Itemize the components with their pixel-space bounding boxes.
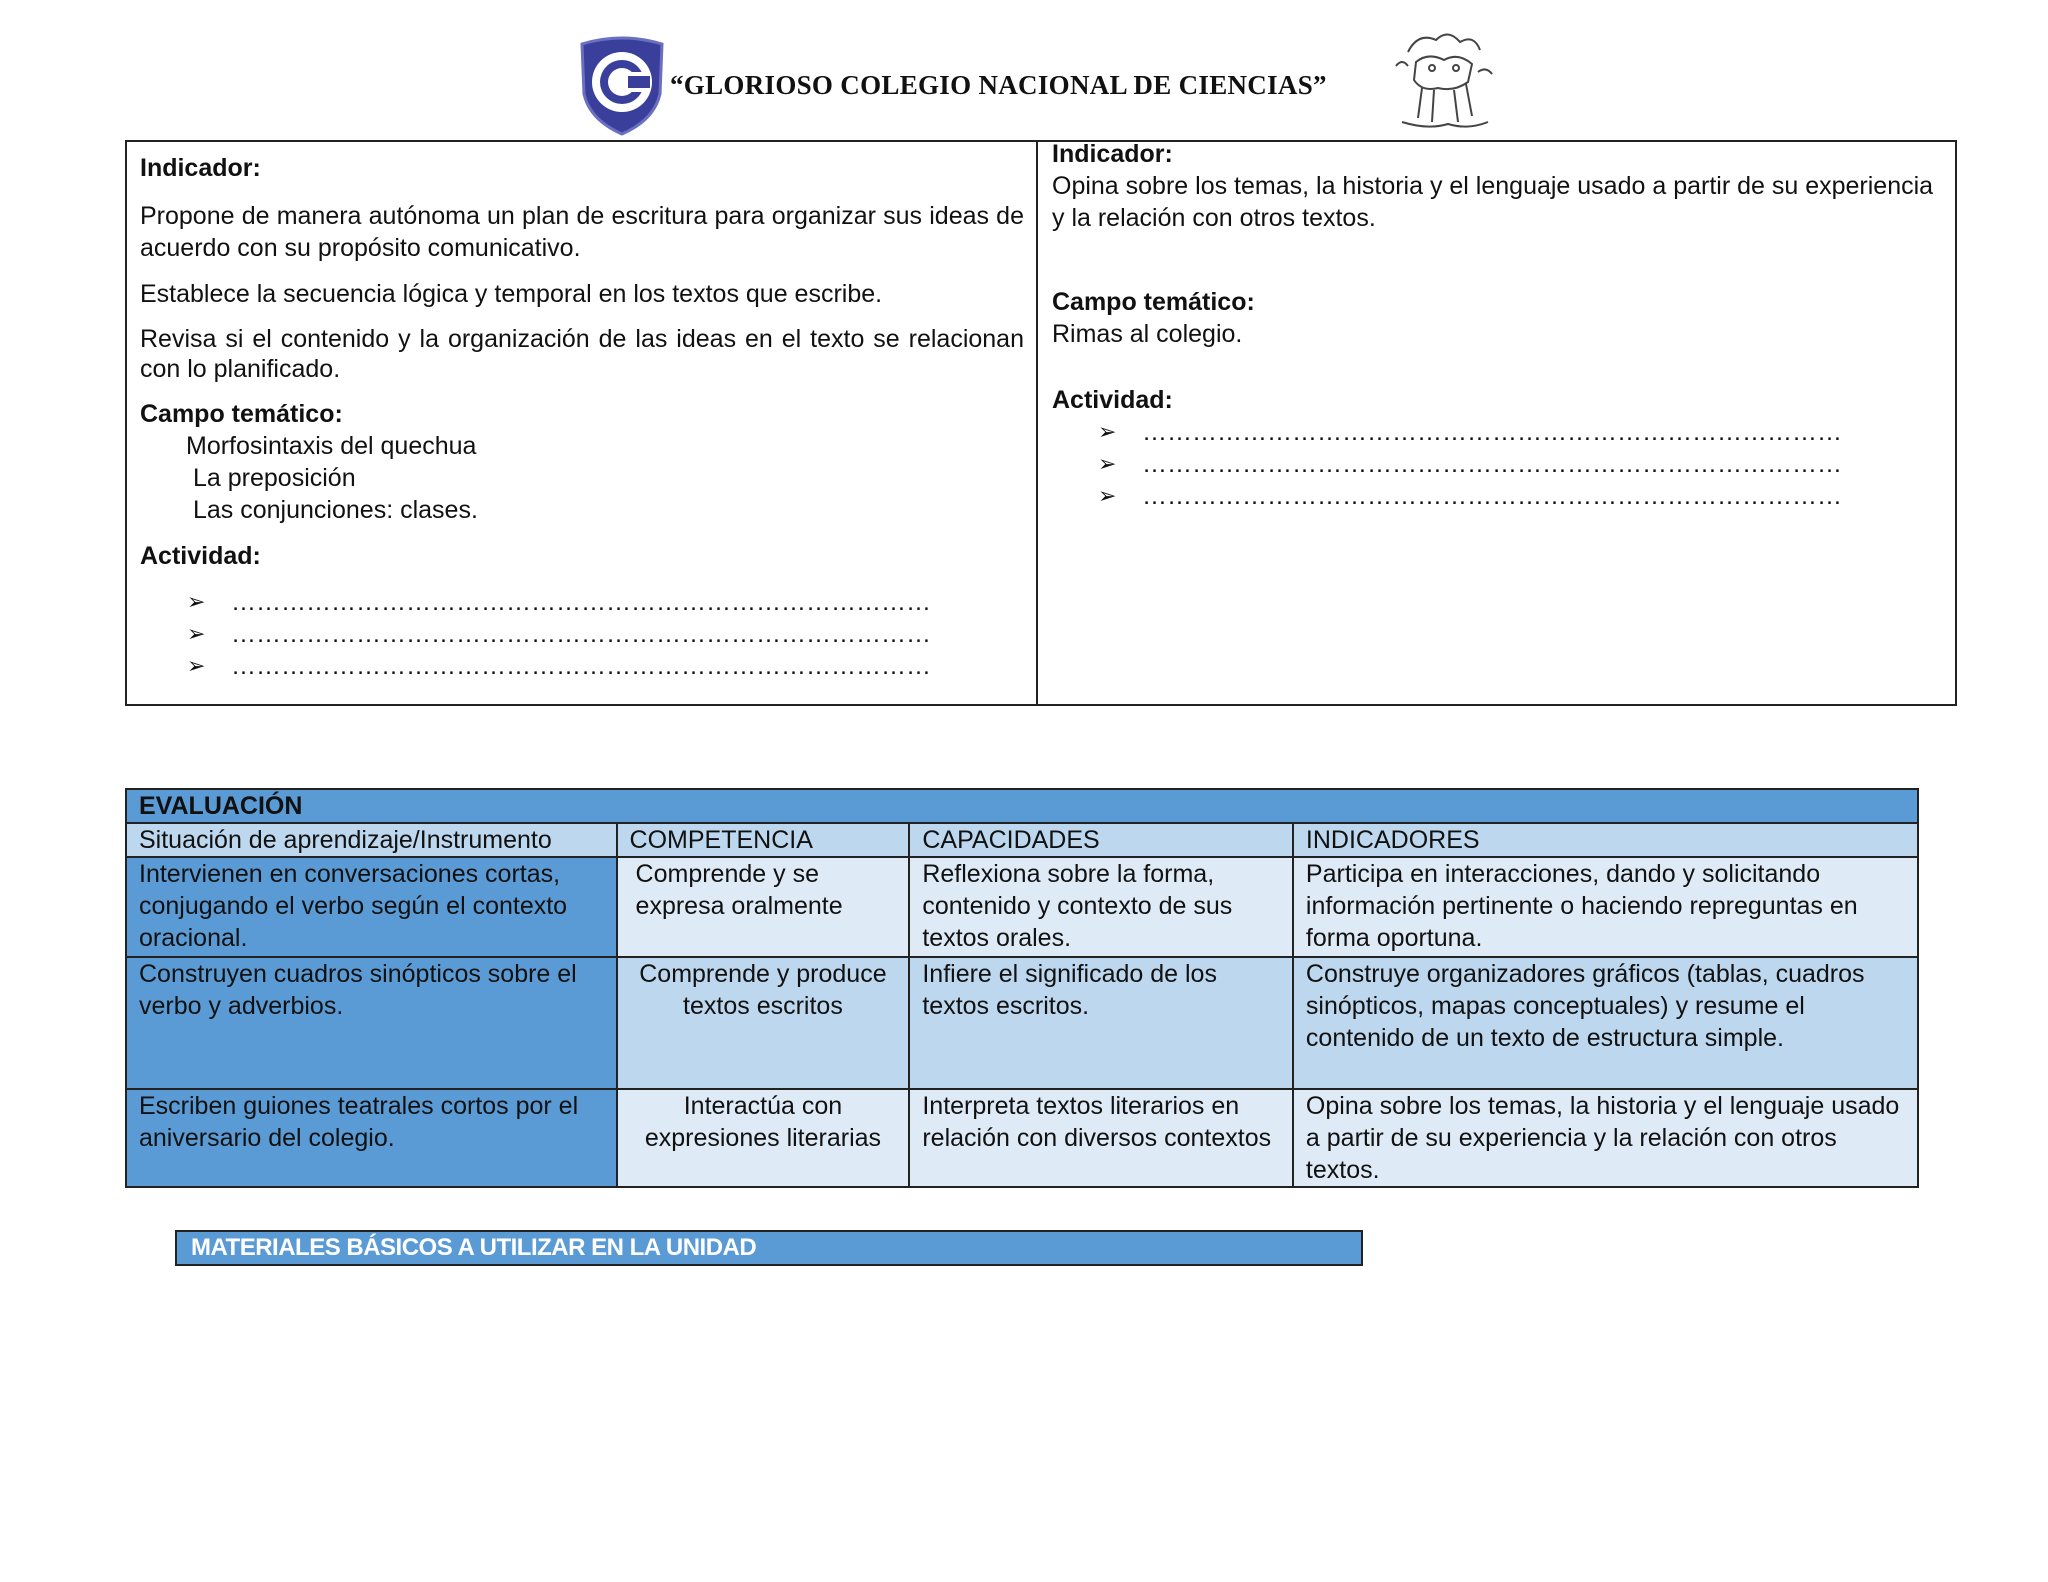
table-cell: Comprende y produce textos escritos [617, 957, 910, 1089]
column-header: INDICADORES [1293, 823, 1918, 857]
blank-line: ………………………………………………………………………… [1142, 482, 1842, 510]
column-header: CAPACIDADES [909, 823, 1293, 857]
table-cell: Participa en interacciones, dando y solicitando información pertinente o haciendo repreguntas en forma oportuna. [1293, 857, 1918, 957]
arrow-bullet-icon: ➢ [187, 589, 206, 614]
campo-item: La preposición [193, 464, 356, 492]
blank-line: ………………………………………………………………………… [231, 620, 931, 648]
list-item [1098, 416, 1944, 448]
school-shield-logo-icon [574, 36, 670, 136]
table-cell: Opina sobre los temas, la historia y el lenguaje usado a partir de su experiencia y la relación con otros textos. [1293, 1089, 1918, 1187]
evaluation-title: EVALUACIÓN [126, 789, 1918, 823]
school-shield-logo [574, 36, 670, 136]
table-cell: Intervienen en conversaciones cortas, conjugando el verbo según el contexto oracional. [126, 857, 617, 957]
materials-heading: MATERIALES BÁSICOS A UTILIZAR EN LA UNIDAD [175, 1230, 1363, 1266]
indicador-label: Indicador: [1052, 140, 1173, 168]
table-cell: Construye organizadores gráficos (tablas, cuadros sinópticos, mapas conceptuales) y resume el contenido de un texto de estructura simple. [1293, 957, 1918, 1089]
indicador-label: Indicador: [140, 154, 261, 182]
actividad-list [140, 586, 1024, 682]
campo-tematico-label: Campo temático: [140, 400, 343, 428]
arrow-bullet-icon: ➢ [1098, 451, 1117, 476]
table-cell: Escriben guiones teatrales cortos por el aniversario del colegio. [126, 1089, 617, 1187]
campo-tematico-label: Campo temático: [1052, 288, 1255, 316]
table-cell: Interactúa con expresiones literarias [617, 1089, 910, 1187]
blank-line: ………………………………………………………………………… [1142, 418, 1842, 446]
table-cell: Reflexiona sobre la forma, contenido y contexto de sus textos orales. [909, 857, 1293, 957]
right-column [1052, 138, 1944, 512]
blank-line: ………………………………………………………………………… [1142, 450, 1842, 478]
campo-item: Morfosintaxis del quechua [186, 432, 477, 460]
arrow-bullet-icon: ➢ [187, 621, 206, 646]
list-item [1098, 448, 1944, 480]
table-title-row [126, 789, 1918, 823]
table-cell: Interpreta textos literarios en relación con diversos contextos [909, 1089, 1293, 1187]
arrow-bullet-icon: ➢ [1098, 483, 1117, 508]
list-item [187, 618, 1024, 650]
table-cell: Construyen cuadros sinópticos sobre el verbo y adverbios. [126, 957, 617, 1089]
table-cell: Infiere el significado de los textos escritos. [909, 957, 1293, 1089]
table-row [126, 957, 1918, 1089]
table-row [126, 1089, 1918, 1187]
indicador-text: Opina sobre los temas, la historia y el lenguaje usado a partir de su experiencia y la relación con otros textos. [1052, 172, 1934, 232]
table-header-row [126, 823, 1918, 857]
table-cell: Comprende y se expresa oralmente [617, 857, 910, 957]
arrow-bullet-icon: ➢ [187, 653, 206, 678]
evaluation-table [125, 788, 1919, 1188]
indicador-paragraph: Establece la secuencia lógica y temporal en los textos que escribe. [140, 280, 883, 308]
campo-item: Las conjunciones: clases. [193, 496, 478, 524]
column-header: Situación de aprendizaje/Instrumento [126, 823, 617, 857]
left-column [140, 152, 1024, 682]
actividad-label: Actividad: [1052, 386, 1173, 414]
arrow-bullet-icon: ➢ [1098, 419, 1117, 444]
column-header: COMPETENCIA [617, 823, 910, 857]
table-row [126, 857, 1918, 957]
actividad-list [1052, 416, 1944, 512]
blank-line: ………………………………………………………………………… [231, 588, 931, 616]
campo-text: Rimas al colegio. [1052, 320, 1243, 348]
animal-sketch-logo [1388, 22, 1498, 134]
list-item [1098, 480, 1944, 512]
blank-line: ………………………………………………………………………… [231, 652, 931, 680]
indicador-paragraph: Revisa si el contenido y la organización de las ideas en el texto se relacionan con lo planificado. [140, 325, 1024, 383]
list-item [187, 586, 1024, 618]
school-title: “GLORIOSO COLEGIO NACIONAL DE CIENCIAS” [670, 70, 1327, 100]
actividad-label: Actividad: [140, 542, 261, 570]
indicador-paragraph: Propone de manera autónoma un plan de escritura para organizar sus ideas de acuerdo con su propósito comunicativo. [140, 202, 1024, 262]
list-item [187, 650, 1024, 682]
animal-sketch-logo-icon [1388, 22, 1498, 134]
column-divider [1036, 140, 1038, 706]
